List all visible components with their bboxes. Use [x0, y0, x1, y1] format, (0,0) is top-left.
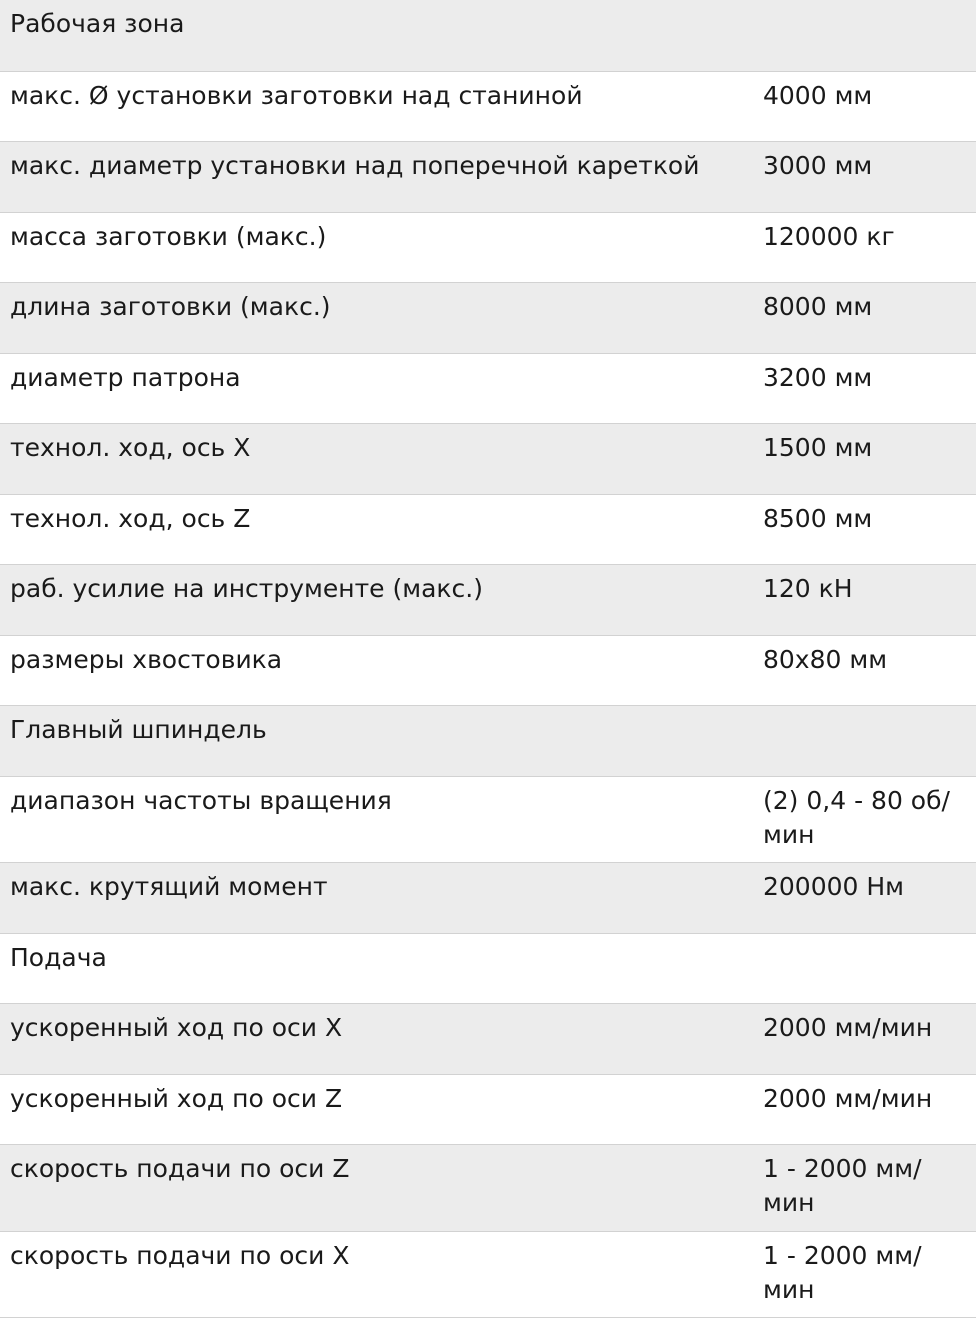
- section-title: Главный шпиндель: [0, 705, 753, 776]
- spec-row: [0, 282, 976, 353]
- spec-label: раб. усилие на инструменте (макс.): [0, 564, 753, 635]
- section-value: [753, 0, 976, 71]
- spec-row: [0, 564, 976, 635]
- spec-value: 200000 Нм: [753, 862, 976, 933]
- spec-row: [0, 353, 976, 423]
- spec-value: 1500 мм: [753, 423, 976, 494]
- spec-row: [0, 1074, 976, 1144]
- section-row-work-area: [0, 0, 976, 71]
- spec-label: длина заготовки (макс.): [0, 282, 753, 353]
- spec-value: 1 - 2000 мм/мин: [753, 1231, 976, 1317]
- spec-label: ускоренный ход по оси X: [0, 1003, 753, 1074]
- spec-label: технол. ход, ось Z: [0, 494, 753, 564]
- spec-value: 120 кН: [753, 564, 976, 635]
- spec-value: 80x80 мм: [753, 635, 976, 705]
- spec-value: 3000 мм: [753, 141, 976, 212]
- section-title: Рабочая зона: [0, 0, 753, 71]
- spec-row: [0, 1144, 976, 1231]
- section-value: [753, 705, 976, 776]
- spec-value: 3200 мм: [753, 353, 976, 423]
- spec-value: 8500 мм: [753, 494, 976, 564]
- spec-label: диапазон частоты вращения: [0, 776, 753, 862]
- spec-label: скорость подачи по оси X: [0, 1231, 753, 1317]
- spec-row: [0, 141, 976, 212]
- section-title: Подача: [0, 933, 753, 1003]
- spec-row: [0, 1003, 976, 1074]
- section-value: [753, 933, 976, 1003]
- spec-row: [0, 494, 976, 564]
- section-row-main-spindle: [0, 705, 976, 776]
- spec-label: макс. крутящий момент: [0, 862, 753, 933]
- spec-label: макс. Ø установки заготовки над станиной: [0, 71, 753, 141]
- spec-value: 1 - 2000 мм/мин: [753, 1144, 976, 1231]
- spec-label: ускоренный ход по оси Z: [0, 1074, 753, 1144]
- spec-row: [0, 212, 976, 282]
- spec-row: [0, 635, 976, 705]
- spec-row: [0, 71, 976, 141]
- spec-label: диаметр патрона: [0, 353, 753, 423]
- spec-label: размеры хвостовика: [0, 635, 753, 705]
- spec-label: масса заготовки (макс.): [0, 212, 753, 282]
- spec-value: 8000 мм: [753, 282, 976, 353]
- spec-row: [0, 423, 976, 494]
- spec-label: технол. ход, ось X: [0, 423, 753, 494]
- spec-row: [0, 1231, 976, 1317]
- spec-row: [0, 776, 976, 862]
- spec-value: 4000 мм: [753, 71, 976, 141]
- spec-label: скорость подачи по оси Z: [0, 1144, 753, 1231]
- spec-label: макс. диаметр установки над поперечной кареткой: [0, 141, 753, 212]
- spec-row: [0, 862, 976, 933]
- spec-value: (2) 0,4 - 80 об/мин: [753, 776, 976, 862]
- spec-value: 2000 мм/мин: [753, 1003, 976, 1074]
- section-row-feed: [0, 933, 976, 1003]
- spec-value: 2000 мм/мин: [753, 1074, 976, 1144]
- spec-value: 120000 кг: [753, 212, 976, 282]
